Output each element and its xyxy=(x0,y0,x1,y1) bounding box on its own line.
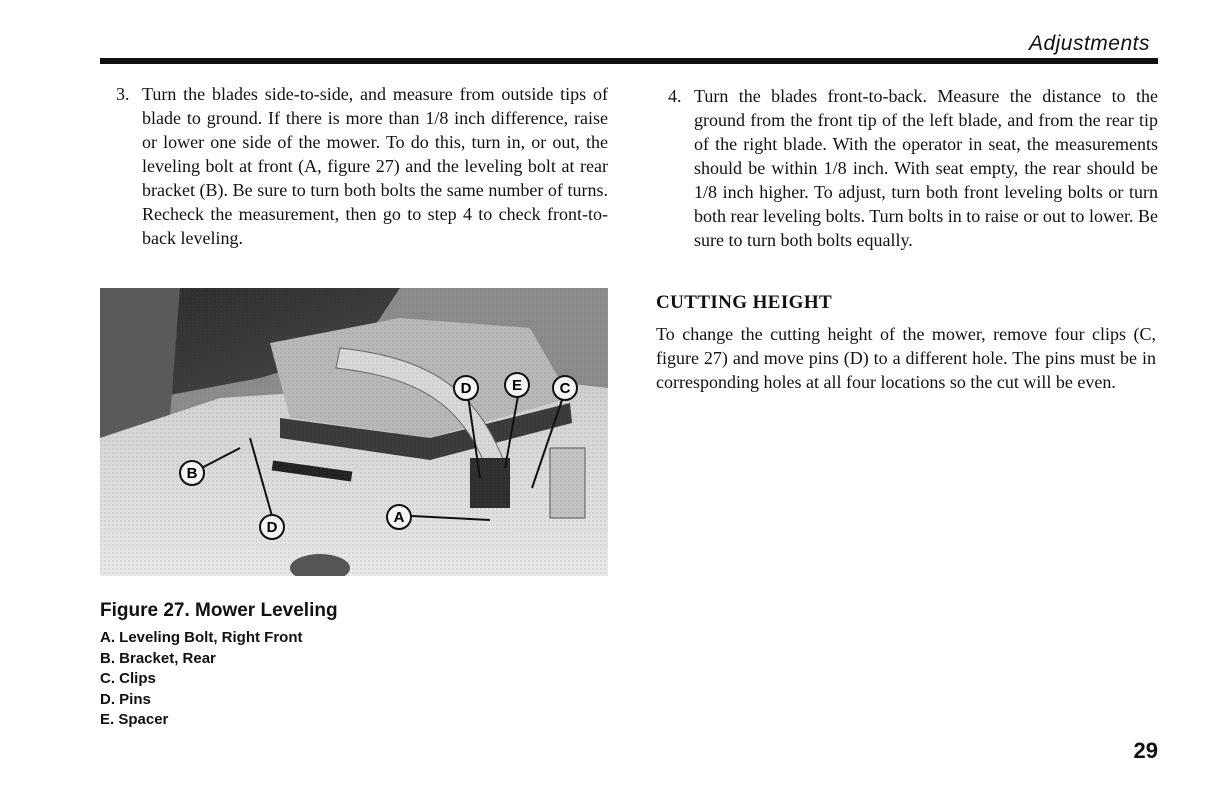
mower-leveling-photo xyxy=(100,288,608,576)
callout-b-label: B xyxy=(186,465,198,482)
mower-photo-illustration xyxy=(100,288,608,576)
caption-item: E. Spacer xyxy=(100,711,169,728)
step-3-number: 3. xyxy=(116,84,130,104)
callout-e xyxy=(505,373,529,397)
step-4-number: 4. xyxy=(668,86,682,106)
cutting-height-heading: CUTTING HEIGHT xyxy=(656,292,833,313)
right-column xyxy=(668,84,1158,252)
caption-item: D. Pins xyxy=(100,690,151,708)
callout-d2 xyxy=(454,376,478,400)
callout-c-label: C xyxy=(559,380,571,397)
caption-item: B. Bracket, Rear xyxy=(100,649,216,667)
left-column xyxy=(116,82,608,250)
step-4 xyxy=(668,84,1158,252)
step-3-text: Turn the blades side-to-side, and measure from outside tips of blade to ground. If there is more than 1/8 inch difference, raise or lower one side of the mower. To do this, turn in, or out, the leveling bolt at front (A, figure 27) and the leveling bolt at rear bracket (B). Be sure to turn both bolts the same number of turns. Recheck the measurement, then go to step 4 to check front-to-back leveling. xyxy=(142,84,608,248)
figure-caption-title: Figure 27. Mower Leveling xyxy=(100,600,338,621)
caption-item: C. Clips xyxy=(100,670,156,687)
header-rule xyxy=(100,58,1158,64)
callout-c xyxy=(553,376,577,400)
page-header-title: Adjustments xyxy=(1028,32,1150,55)
cutting-height-text: To change the cutting height of the mower, remove four clips (C, figure 27) and move pins (D) to a different hole. The pins must be in corresponding holes at all four locations so the cut will be even. xyxy=(656,324,1156,392)
figure-caption xyxy=(100,600,338,731)
callout-d1 xyxy=(260,515,284,539)
step-4-text: Turn the blades front-to-back. Measure the distance to the ground from the front tip of the left blade, and from the rear tip of the right blade. With the operator in seat, the measurements should be within 1/8 inch. With seat empty, the rear should be 1/8 inch higher. To adjust, turn both front leveling bolts or turn both rear leveling bolts. Turn bolts in to raise or out to lower. Be sure to turn both bolts equally. xyxy=(694,86,1158,250)
callout-a-label: A xyxy=(393,509,405,526)
page-number: 29 xyxy=(1133,738,1158,763)
callout-e-label: E xyxy=(511,377,523,394)
step-3 xyxy=(116,82,608,250)
halftone-overlay xyxy=(100,288,608,576)
callout-d1-label: D xyxy=(266,519,278,536)
callout-d2-label: D xyxy=(460,380,472,397)
callout-a xyxy=(387,505,411,529)
caption-item: A. Leveling Bolt, Right Front xyxy=(100,629,303,646)
callout-b xyxy=(180,461,204,485)
